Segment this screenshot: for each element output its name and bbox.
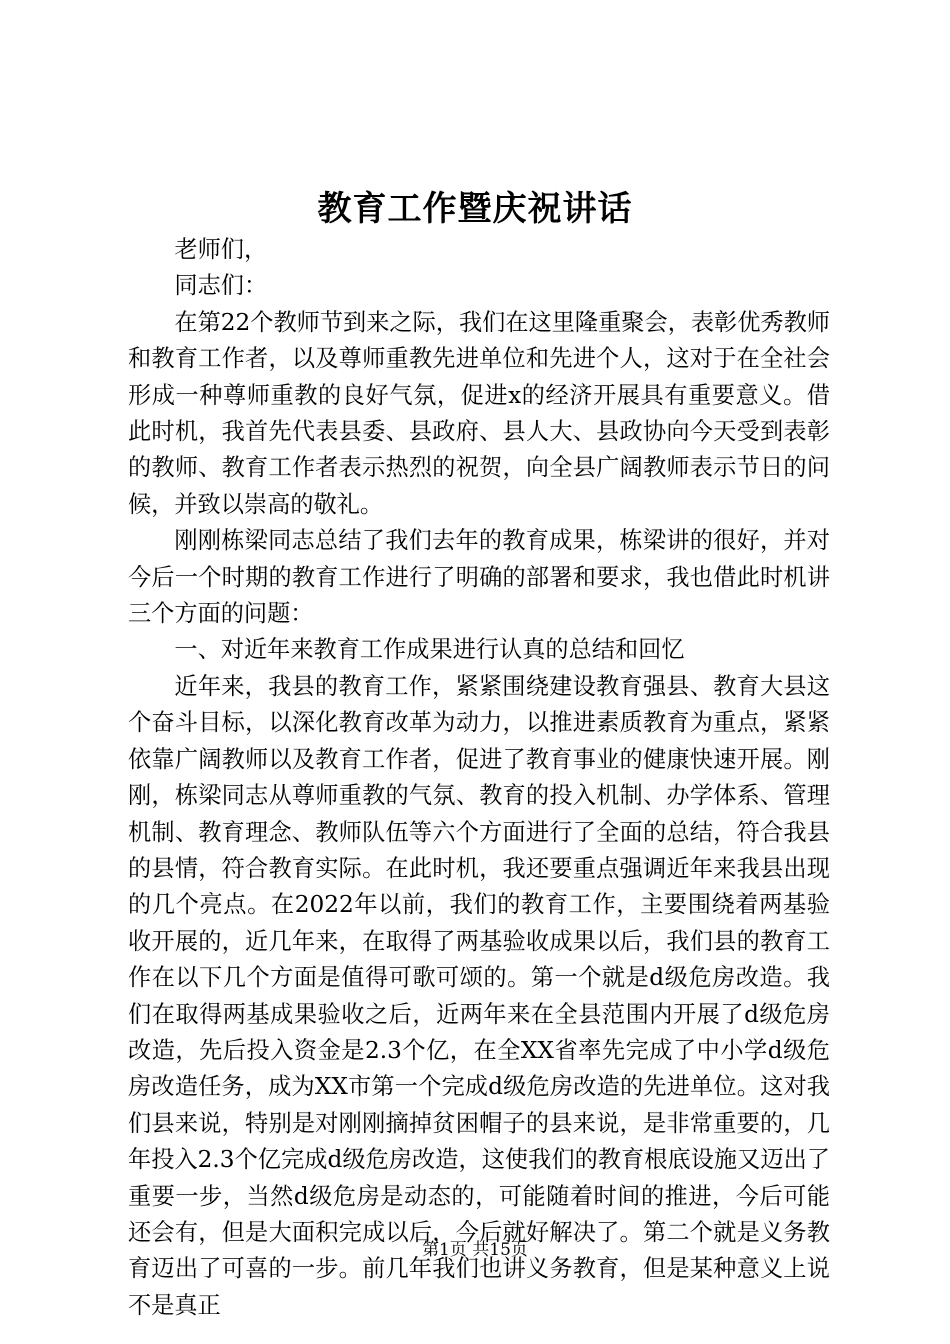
document-title: 教育工作暨庆祝讲话: [317, 189, 633, 229]
document-body: [128, 232, 830, 1324]
page-number-footer: 第1页 共15页: [422, 1240, 528, 1260]
paragraph-opening: 在第22个教师节到来之际，我们在这里隆重聚会，表彰优秀教师和教育工作者，以及尊师重教先进单位和先进个人，这对于在全社会形成一种尊师重教的良好气氛，促进x的经济开展具有重要意义。借此时机，我首先代表县委、县政府、县人大、县政协向今天受到表彰的教师、教育工作者表示热烈的祝贺，向全县广阔教师表示节日的问候，并致以崇高的敬礼。: [128, 308, 830, 518]
salutation-comrades: 同志们：: [174, 272, 268, 300]
salutation-teachers: 老师们，: [174, 236, 268, 263]
paragraph-review: 近年来，我县的教育工作，紧紧围绕建设教育强县、教育大县这个奋斗目标，以深化教育改革为动力，以推进素质教育为重点，紧紧依靠广阔教师以及教育工作者，促进了教育事业的健康快速开展。刚刚，栋梁同志从尊师重教的气氛、教育的投入机制、办学体系、管理机制、教育理念、教师队伍等六个方面进行了全面的总结，符合我县的县情，符合教育实际。在此时机，我还要重点强调近年来我县出现的几个亮点。在2022年以前，我们的教育工作，主要围绕着两基验收开展的，近几年来，在取得了两基验收成果以后，我们县的教育工作在以下几个方面是值得可歌可颂的。第一个就是d级危房改造。我们在取得两基成果验收之后，近两年来在全县范围内开展了d级危房改造，先后投入资金是2.3个亿，在全XX省率先完成了中小学d级危房改造任务，成为XX市第一个完成d级危房改造的先进单位。这对我们县来说，特别是对刚刚摘掉贫困帽子的县来说，是非常重要的，几年投入2.3个亿完成d级危房改造，这使我们的教育根底设施又迈出了重要一步，当然d级危房是动态的，可能随着时间的推进，今后可能还会有，但是大面积完成以后，今后就好解决了。第二个就是义务教育迈出了可喜的一步。前几年我们也讲义务教育，但是某种意义上说不是真正: [128, 672, 830, 1319]
section-heading-1: 一、对近年来教育工作成果进行认真的总结和回忆: [174, 636, 685, 664]
paragraph-intro: 刚刚栋梁同志总结了我们去年的教育成果，栋梁讲的很好，并对今后一个时期的教育工作进行了明确的部署和要求，我也借此时机讲三个方面的问题：: [128, 527, 830, 628]
